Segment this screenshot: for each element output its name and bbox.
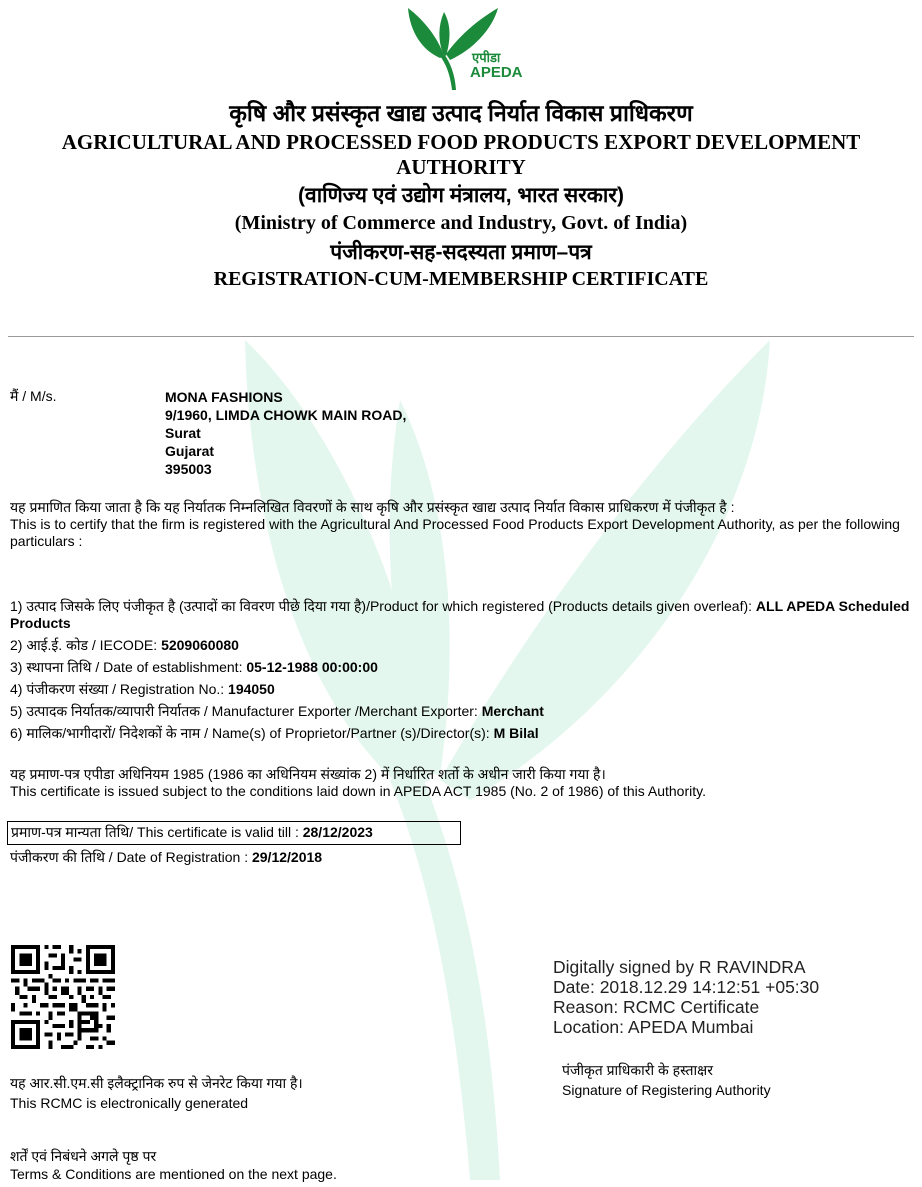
qr-code [11, 945, 115, 1049]
certify-hindi: यह प्रमाणित किया जाता है कि यह निर्यातक निम्नलिखित विवरणों के साथ कृषि और प्रसंस्कृत खाद्य उत्पाद निर्यात विकास प्राधिकरण में पंजीकृत है : [10, 499, 735, 515]
validity-label: प्रमाण-पत्र मान्यता तिथि/ This certificate is valid till : [11, 824, 303, 840]
particular-value: ALL APEDA Scheduled Products [10, 598, 910, 631]
registration-date-value: 29/12/2018 [251, 849, 323, 865]
issued-english: This certificate is issued subject to the conditions laid down in APEDA ACT 1985 (No. 2 of 1986) of this Authority. [10, 783, 706, 799]
issued-hindi: यह प्रमाण-पत्र एपीडा अधिनियम 1985 (1986 का अधिनियम संख्यांक 2) में निर्धारित शर्तो के अधीन जारी किया गया है। [10, 766, 606, 782]
digital-signature-line3: Reason: RCMC Certificate [553, 997, 760, 1017]
addressee-block [165, 388, 406, 478]
terms-note-hindi: शर्तें एवं निबंधने अगले पृष्ठ पर [10, 1148, 157, 1164]
particular-value: 194050 [228, 681, 275, 697]
header-hindi-cert-title: पंजीकरण-सह-सदस्यता प्रमाण–पत्र [330, 241, 592, 264]
header-english-org-line2: AUTHORITY [396, 155, 526, 179]
header-divider [8, 336, 914, 337]
generated-note-english: This RCMC is electronically generated [10, 1095, 249, 1111]
particular-value: 5209060080 [161, 637, 239, 653]
addressee-name: MONA FASHIONS [165, 389, 283, 405]
particular-label: 1) उत्पाद जिसके लिए पंजीकृत है (उत्पादों का विवरण पीछे दिया गया है)/Product for which registered (Products details given overleaf): [10, 598, 756, 614]
header-hindi-org: कृषि और प्रसंस्कृत खाद्य उत्पाद निर्यात विकास प्राधिकरण [229, 100, 693, 126]
particular-value: 05-12-1988 00:00:00 [246, 659, 378, 675]
addressee-label: मैं / M/s. [10, 388, 57, 404]
registration-date-line [10, 849, 322, 866]
header-english-cert-title: REGISTRATION-CUM-MEMBERSHIP CERTIFICATE [213, 268, 709, 290]
terms-note-english: Terms & Conditions are mentioned on the next page. [10, 1166, 337, 1182]
header-hindi-ministry: (वाणिज्य एवं उद्योग मंत्रालय, भारत सरकार) [298, 184, 624, 207]
particular-value: M Bilal [493, 725, 539, 741]
validity-line [11, 824, 373, 841]
addressee-pin: 395003 [165, 461, 212, 477]
addressee-state: Gujarat [165, 443, 215, 459]
particular-label: 5) उत्पादक निर्यातक/व्यापारी निर्यातक / Manufacturer Exporter /Merchant Exporter: [10, 703, 482, 719]
authority-signature-hindi: पंजीकृत प्राधिकारी के हस्ताक्षर [562, 1062, 713, 1078]
particular-iecode [10, 637, 910, 654]
apeda-logo [400, 4, 523, 94]
digital-signature-line2: Date: 2018.12.29 14:12:51 +05:30 [553, 977, 820, 997]
certify-statement [10, 499, 910, 550]
addressee-city: Surat [165, 425, 201, 441]
particular-exporter-type [10, 703, 910, 720]
particular-value: Merchant [481, 703, 544, 719]
certify-english: This is to certify that the firm is registered with the Agricultural And Processed Food Products Export Development Authority, as per the following particulars : [10, 516, 900, 549]
logo-hindi-text: एपीडा [472, 50, 501, 65]
particular-products [10, 598, 910, 632]
particular-label: 4) पंजीकरण संख्या / Registration No.: [10, 681, 229, 697]
addressee-line1: 9/1960, LIMDA CHOWK MAIN ROAD, [165, 407, 407, 423]
particular-label: 3) स्थापना तिथि / Date of establishment: [10, 659, 247, 675]
particular-establishment-date [10, 659, 910, 676]
authority-signature-english: Signature of Registering Authority [562, 1082, 771, 1098]
particular-label: 2) आई.ई. कोड / IECODE: [10, 637, 162, 653]
particular-proprietor [10, 725, 910, 742]
header-english-org [0, 130, 922, 180]
header-english-org-line1: AGRICULTURAL AND PROCESSED FOOD PRODUCTS EXPORT DEVELOPMENT [61, 130, 861, 154]
particular-label: 6) मालिक/भागीदारों/ निदेशकों के नाम / Name(s) of Proprietor/Partner (s)/Director(s): [10, 725, 494, 741]
validity-value: 28/12/2023 [302, 824, 373, 840]
digital-signature-line4: Location: APEDA Mumbai [553, 1017, 754, 1037]
particular-registration-no [10, 681, 910, 698]
generated-note-hindi: यह आर.सी.एम.सी इलैक्ट्रानिक रुप से जेनरेट किया गया है। [10, 1075, 303, 1091]
issued-statement [10, 766, 910, 800]
registration-date-label: पंजीकरण की तिथि / Date of Registration : [10, 849, 252, 865]
logo-english-text: APEDA [470, 64, 523, 81]
digital-signature-line1: Digitally signed by R RAVINDRA [553, 957, 806, 977]
header-english-ministry: (Ministry of Commerce and Industry, Govt. of India) [234, 212, 688, 234]
